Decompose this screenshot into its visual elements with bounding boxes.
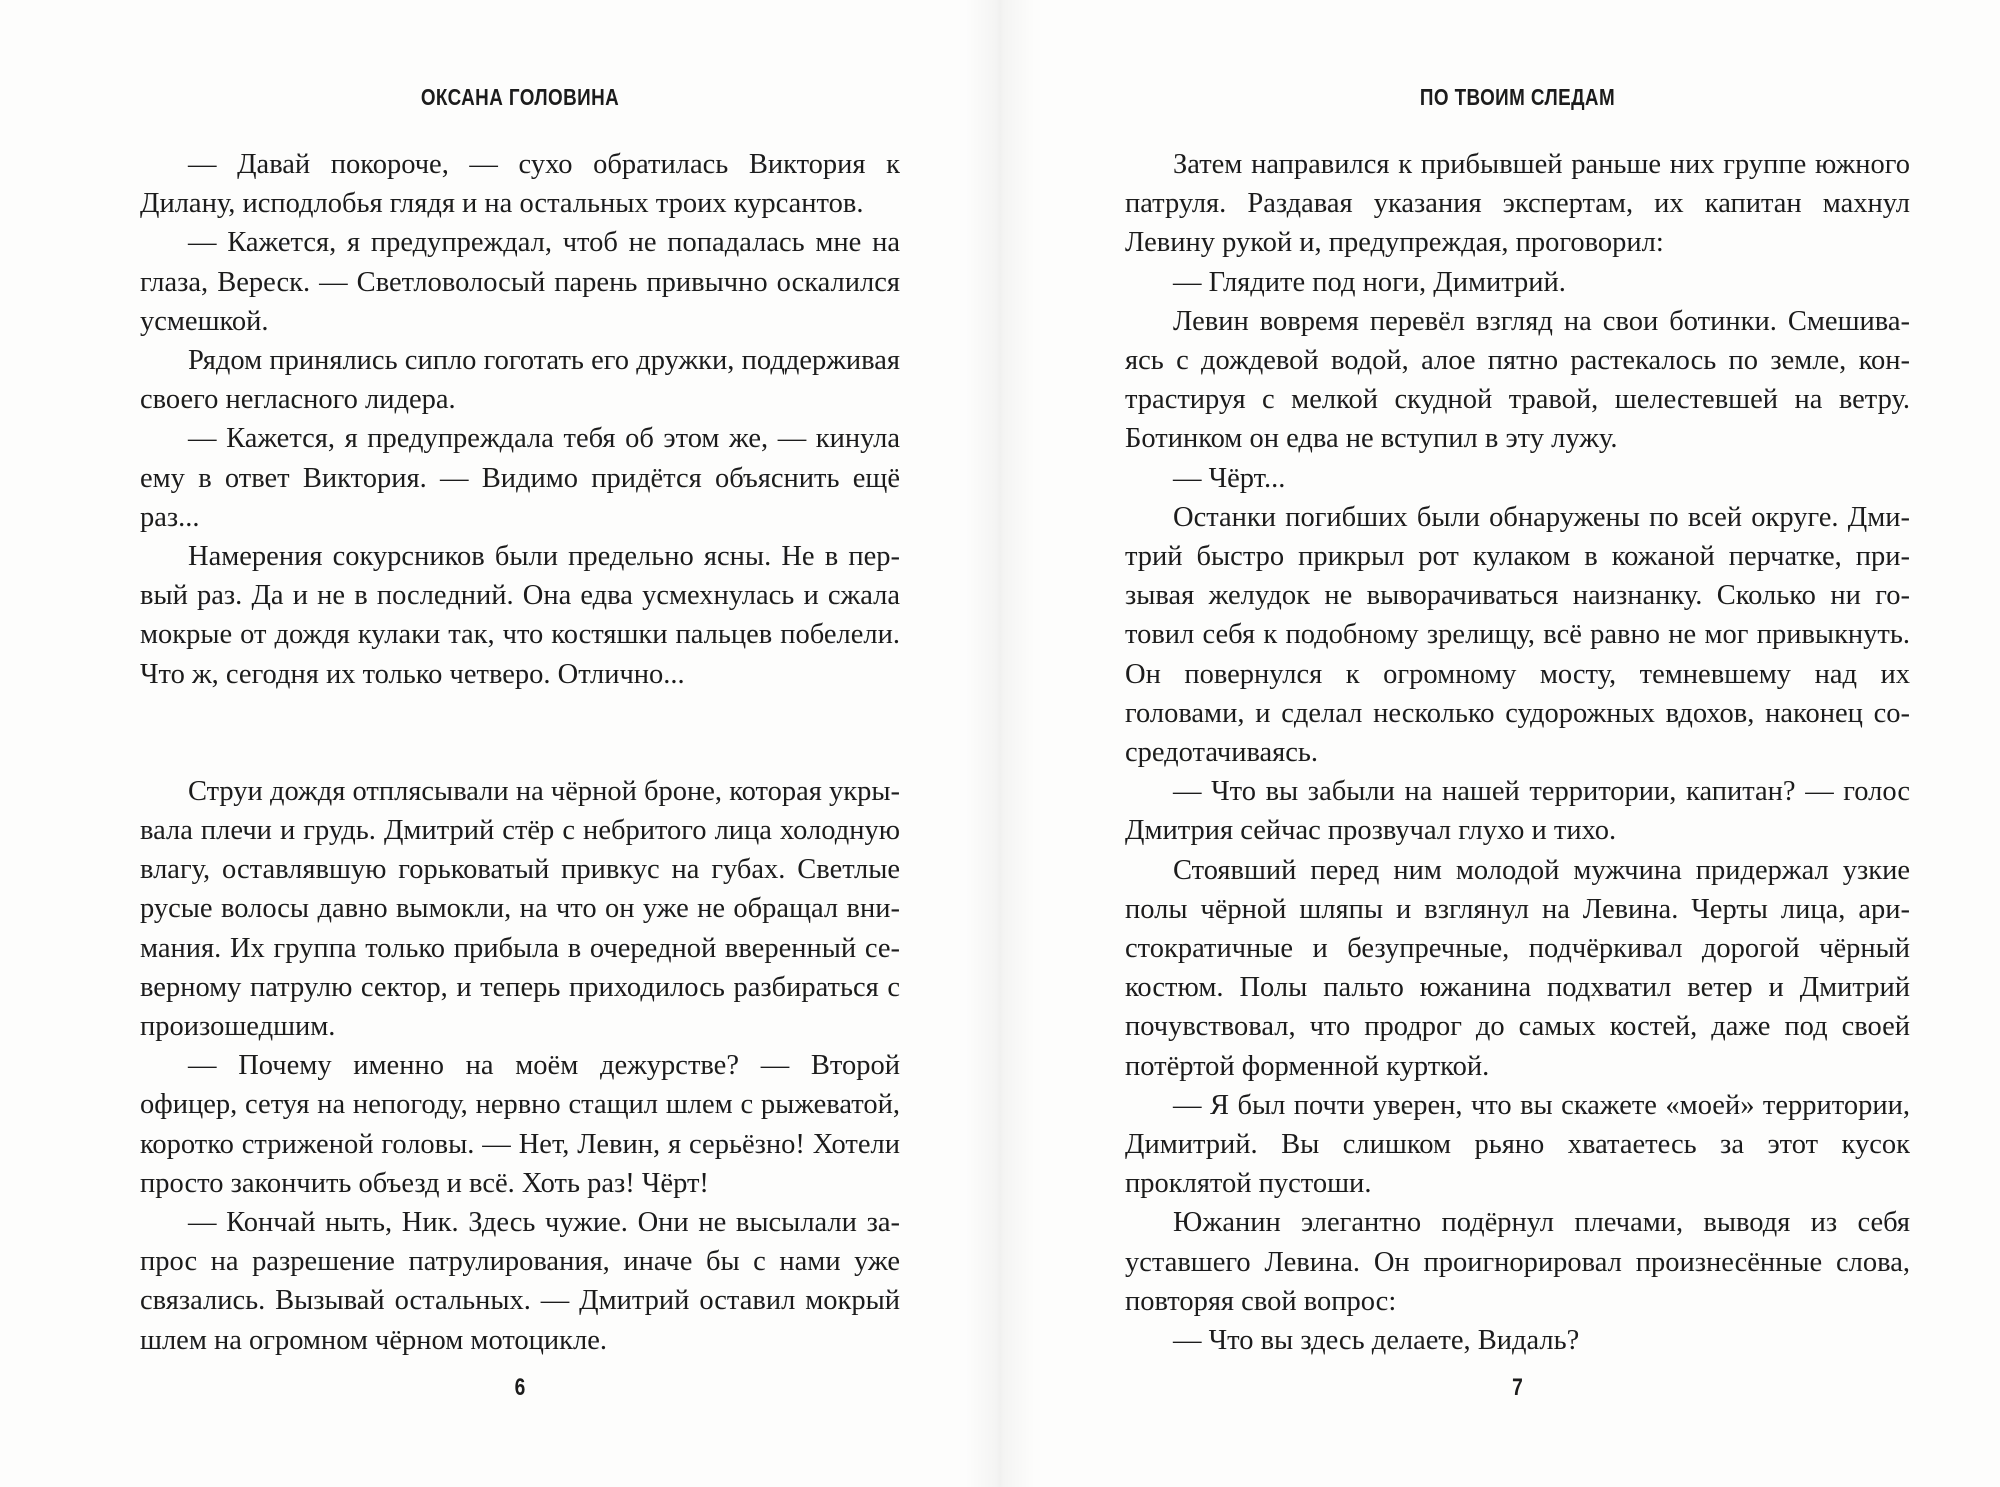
paragraph: Струи дождя отплясывали на чёрной броне, которая укрывала плечи и грудь. Дмитрий стёр с небритого лица холодную влагу, оставлявшую горьковатый привкус на губах. Светлые русые волосы давно вымокли, на что он уже не обращал внимания. Их группа только прибыла в очередной вверенный северному патрулю сектор, и теперь приходилось разбираться с произошедшим. [140,775,900,1043]
paragraph: — Почему именно на моём дежурстве? — Второй офицер, сетуя на непогоду, нервно стащил шлем с рыжеватой, коротко стриженой головы. — Нет, Левин, я серьёзно! Хотели просто закончить объезд и всё. Хоть раз! Чёрт! [140,1050,900,1199]
paragraph: Стоявший перед ним молодой мужчина придержал узкие полы чёрной шляпы и взглянул на Левина. Черты лица, аристократичные и безупречные, подчёркивал дорогой чёрный костюм. Полы пальто южанина подхватил ветер и Дмитрий почувствовал, что продрог до самых костей, даже под своей потёртой форменной курткой. [1125,854,1910,1082]
left-running-head: ОКСАНА ГОЛОВИНА [420,84,620,110]
paragraph: Левин вовремя перевёл взгляд на свои ботинки. Смешиваясь с дождевой водой, алое пятно растекалось по земле, контрастируя с мелкой скудной травой, шелестевшей на ветру. Ботинком он едва не вступил в эту лужу. [1125,305,1910,455]
left-page-text [140,145,900,1360]
paragraph: — Кончай ныть, Ник. Здесь чужие. Они не высылали запрос на разрешение патрулирования, иначе бы с нами уже связались. Вызывай остальных. — Дмитрий оставил мокрый шлем на огромном чёрном мотоцикле. [140,1207,900,1356]
paragraph: — Чёрт... [1173,462,1286,494]
paragraph: — Давай покороче, — сухо обратилась Виктория к Дилану, исподлобья глядя и на остальных троих курсантов. [140,149,900,220]
right-page-text [1125,145,1910,1360]
left-page [140,0,900,1487]
paragraph: — Что вы забыли на нашей территории, капитан? — голос Дмитрия сейчас прозвучал глухо и тихо. [1125,776,1910,847]
right-running-head: ПО ТВОИМ СЛЕДАМ [1419,84,1616,110]
paragraph: — Что вы здесь делаете, Видаль? [1173,1325,1580,1357]
paragraph: — Глядите под ноги, Димитрий. [1173,266,1566,298]
right-page [1125,0,1910,1487]
paragraph: Рядом принялись сипло гоготать его дружки, поддерживая своего негласного лидера. [140,345,900,416]
right-page-number: 7 [1512,1374,1523,1401]
paragraph: — Кажется, я предупреждала тебя об этом же, — кинула ему в ответ Виктория. — Видимо придётся объяснить ещё раз... [140,423,900,533]
book-gutter [965,0,1035,1487]
left-page-number: 6 [514,1374,526,1401]
paragraph: — Я был почти уверен, что вы скажете «моей» территории, Димитрий. Вы слишком рьяно хватаетесь за этот кусок проклятой пустоши. [1125,1089,1910,1200]
paragraph: Южанин элегантно подёрнул плечами, выводя из себя уставшего Левина. Он проигнорировал произнесённые слова, повторяя свой вопрос: [1125,1207,1910,1317]
paragraph: Намерения сокурсников были предельно ясны. Не в первый раз. Да и не в последний. Она едва усмехнулась и сжала мокрые от дождя кулаки так, что костяшки пальцев побелели. Что ж, сегодня их только четверо. Отлично... [140,541,900,690]
paragraph: Останки погибших были обнаружены по всей округе. Дмитрий быстро прикрыл рот кулаком в кожаной перчатке, призывая желудок не выворачиваться наизнанку. Сколько ни готовил себя к подобному зрелищу, всё равно не мог привыкнуть. Он повернулся к огромному мосту, темневшему над их головами, и сделал несколько судорожных вдохов, наконец сосредотачиваясь. [1125,501,1910,769]
paragraph: Затем направился к прибывшей раньше них группе южного патруля. Раздавая указания экспертам, их капитан махнул Левину рукой и, предупреждая, проговорил: [1125,149,1910,259]
paragraph: — Кажется, я предупреждал, чтоб не попадалась мне на глаза, Вереск. — Светловолосый парень привычно оскалился усмешкой. [140,227,900,337]
